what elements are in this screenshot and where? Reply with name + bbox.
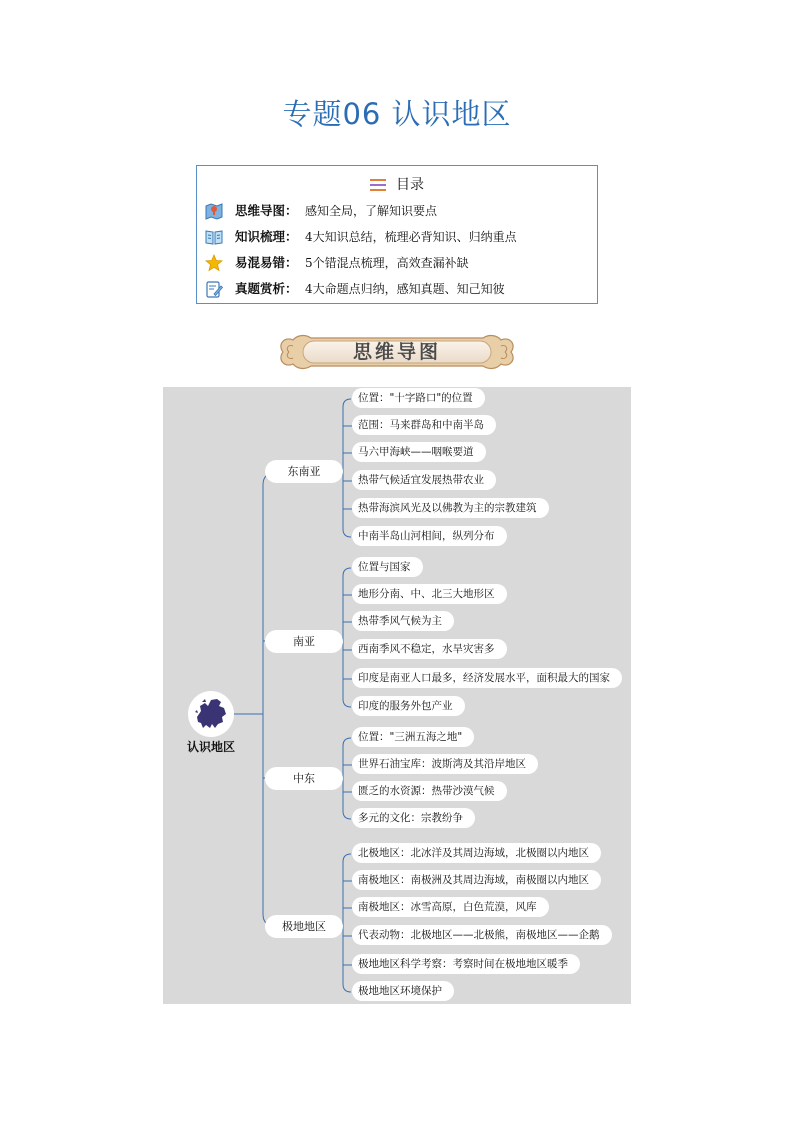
branch-node[interactable]: 中东 — [265, 767, 343, 790]
leaf-node[interactable]: 极地地区环境保护 — [352, 981, 454, 1001]
toc-row-desc: 4大知识总结，梳理必背知识、归纳重点 — [305, 230, 517, 244]
leaf-node[interactable]: 世界石油宝库：波斯湾及其沿岸地区 — [352, 754, 538, 774]
branch-node[interactable]: 南亚 — [265, 630, 343, 653]
book-icon — [205, 228, 223, 246]
leaf-node[interactable]: 中南半岛山河相间，纵列分布 — [352, 526, 507, 546]
edit-icon — [205, 280, 223, 298]
toc-row-desc: 5个错混点梳理，高效查漏补缺 — [305, 256, 469, 270]
root-node-icon — [188, 691, 234, 737]
page-title: 专题06 认识地区 — [282, 97, 512, 131]
toc-row-label: 知识梳理： — [235, 229, 298, 244]
leaf-node[interactable]: 位置："三洲五海之地" — [352, 727, 474, 747]
leaf-node[interactable]: 西南季风不稳定，水旱灾害多 — [352, 639, 507, 659]
leaf-node[interactable]: 多元的文化：宗教纷争 — [352, 808, 475, 828]
table-of-contents — [196, 165, 598, 304]
toc-heading-label: 目录 — [396, 177, 424, 193]
leaf-node[interactable]: 热带季风气候为主 — [352, 611, 454, 631]
leaf-node[interactable]: 北极地区：北冰洋及其周边海域，北极圈以内地区 — [352, 843, 601, 863]
leaf-node[interactable]: 热带气候适宜发展热带农业 — [352, 470, 496, 490]
leaf-node[interactable]: 印度是南亚人口最多，经济发展水平，面积最大的国家 — [352, 668, 622, 688]
leaf-node[interactable]: 位置与国家 — [352, 557, 423, 577]
europe-map-icon — [188, 691, 234, 737]
toc-row-desc: 感知全局，了解知识要点 — [305, 204, 438, 218]
leaf-node[interactable]: 极地地区科学考察：考察时间在极地地区暖季 — [352, 954, 580, 974]
mind-map — [163, 387, 631, 1004]
toc-heading — [197, 174, 597, 194]
leaf-node[interactable]: 地形分南、中、北三大地形区 — [352, 584, 507, 604]
root-node-label: 认识地区 — [186, 740, 235, 754]
branch-node[interactable]: 极地地区 — [265, 915, 343, 938]
leaf-node[interactable]: 南极地区：冰雪高原，白色荒漠，风库 — [352, 897, 549, 917]
star-icon — [205, 254, 223, 272]
leaf-node[interactable]: 匮乏的水资源：热带沙漠气候 — [352, 781, 507, 801]
toc-row-label: 易混易错： — [235, 255, 298, 270]
toc-row-desc: 4大命题点归纳，感知真题、知己知彼 — [305, 282, 505, 296]
leaf-node[interactable]: 南极地区：南极洲及其周边海域，南极圈以内地区 — [352, 870, 601, 890]
leaf-node[interactable]: 代表动物：北极地区——北极熊，南极地区——企鹅 — [352, 925, 612, 945]
toc-row-label: 真题赏析： — [235, 281, 298, 296]
leaf-node[interactable]: 印度的服务外包产业 — [352, 696, 465, 716]
leaf-node[interactable]: 范围：马来群岛和中南半岛 — [352, 415, 496, 435]
toc-row-label: 思维导图： — [235, 203, 298, 218]
leaf-node[interactable]: 马六甲海峡——咽喉要道 — [352, 442, 486, 462]
leaf-node[interactable]: 热带海滨风光及以佛教为主的宗教建筑 — [352, 498, 549, 518]
leaf-node[interactable]: 位置："十字路口"的位置 — [352, 388, 485, 408]
branch-node[interactable]: 东南亚 — [265, 460, 343, 483]
banner-title: 思维导图 — [352, 341, 441, 363]
list-icon — [370, 179, 386, 191]
map-icon — [205, 202, 223, 220]
section-banner — [275, 332, 519, 372]
